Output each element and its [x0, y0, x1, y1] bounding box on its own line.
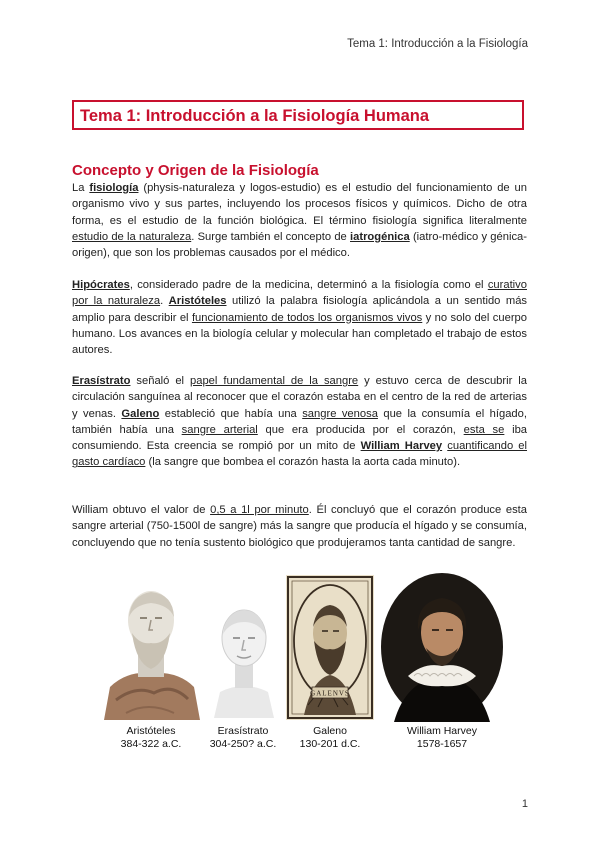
text: que era producida por el corazón, [257, 423, 464, 436]
text: (la sangre que bombea el corazón hasta la aorta cada minuto). [145, 456, 461, 469]
text: señaló el [130, 375, 191, 387]
underlined-text: esta se [463, 423, 505, 436]
text: La [72, 182, 90, 194]
text: que la consumía el hígado, también había una [72, 407, 527, 436]
underlined-text: 0,5 a 1l por minuto [210, 504, 309, 516]
caption-galen [275, 725, 385, 751]
caption-dates: 304-250? a.C. [209, 738, 277, 750]
text: (iatro-médico y génica-origen), que son los problemas causados por el médico. [72, 230, 528, 260]
paragraph-3 [72, 373, 527, 471]
paragraph-1 [72, 180, 527, 261]
underlined-text: sangre arterial [181, 423, 258, 436]
text: (physis-naturaleza y logos-estudio) es el estudio del funcionamiento de un organismo vivo y sus partes, incluyendo los procesos físicos y químicos. Dicho de otra forma, es el estudio de la función biológica. El término fisiología significa literalmente [72, 182, 527, 227]
paragraph-4 [72, 502, 527, 551]
galen-engraving-label: GALENVS [310, 689, 350, 698]
keyword-hipocrates: Hipócrates [72, 279, 130, 291]
text: . Surge también el concepto de [191, 230, 351, 243]
text: . Él concluyó que el corazón produce esta sangre arterial (750-1500l de sangre) más la sangre que producía el hígado y se consumía, concluyendo que no tenía sustento biológico que produjeramos tanta cantidad de sangre. [72, 504, 527, 549]
caption-dates: 130-201 d.C. [299, 738, 361, 750]
aristotle-bust-image [96, 575, 206, 720]
text: . [160, 295, 169, 308]
text: y estuvo cerca de descubrir la circulación sanguínea al reconocer que el corazón estaba en el centro de la red de arterias y venas. [72, 375, 528, 420]
william-harvey-portrait-image [380, 572, 504, 722]
keyword-iatrogenica: iatrogénica [350, 230, 410, 243]
underlined-text: funcionamiento de todos los organismos vivos [191, 311, 423, 324]
erasistratus-bust-image [208, 600, 280, 718]
underlined-text: cuantificando el gasto cardíaco [72, 440, 528, 469]
underlined-text: curativo por la naturaleza [72, 279, 527, 308]
caption-dates: 384-322 a.C. [120, 738, 182, 750]
text: y no solo del cuerpo humano. Los avances en la biología celular y molecular han completado el trabajo de estos autores. [72, 311, 527, 357]
caption-name: William Harvey [406, 725, 477, 737]
paragraph-2 [72, 277, 527, 358]
text: estableció que había una [159, 407, 303, 420]
page-title: Tema 1: Introducción a la Fisiología Humana [80, 107, 430, 125]
page-number: 1 [521, 798, 528, 810]
text: utilizó la palabra fisiología aplicándola a un sentido más amplio para describir el [72, 295, 528, 324]
caption-william-harvey [387, 725, 497, 751]
galen-engraving-image [286, 575, 374, 720]
text: , considerado padre de la medicina, determinó a la fisiología como el [129, 279, 488, 291]
caption-name: Erasístrato [217, 725, 269, 737]
title-box [72, 100, 524, 130]
underlined-text: sangre venosa [302, 407, 378, 420]
keyword-aristoteles: Aristóteles [168, 295, 227, 308]
underlined-text: estudio de la naturaleza [72, 230, 192, 243]
text: iba consumiendo. Esta creencia se rompió por un mito de [72, 423, 528, 453]
keyword-erasistrato: Erasístrato [72, 375, 131, 387]
section-title: Concepto y Origen de la Fisiología [72, 162, 319, 179]
keyword-fisiologia: fisiología [89, 182, 139, 194]
caption-dates: 1578-1657 [416, 738, 468, 750]
keyword-galeno: Galeno [121, 407, 160, 420]
caption-name: Aristóteles [126, 725, 176, 737]
underlined-text: papel fundamental de la sangre [190, 375, 359, 387]
keyword-william-harvey: William Harvey [360, 440, 443, 453]
running-header: Tema 1: Introducción a la Fisiología [347, 38, 528, 50]
text: William obtuvo el valor de [72, 504, 211, 516]
caption-name: Galeno [313, 725, 347, 737]
